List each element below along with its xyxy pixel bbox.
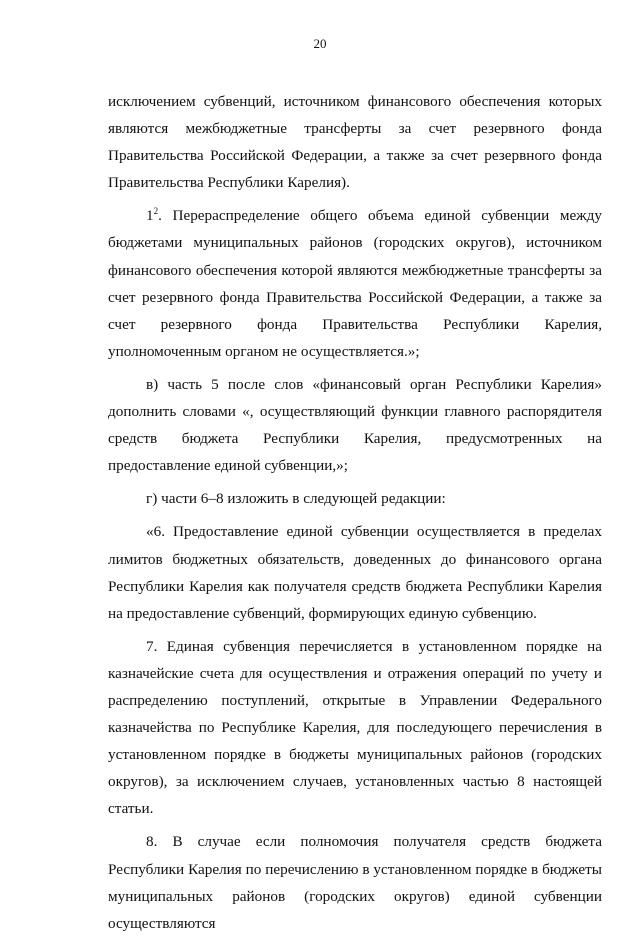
paragraph-7: 7. Единая субвенция перечисляется в установленном порядке на казначейские счета для осуществления и отражения операций по учету и распределению поступлений, открытые в Управлении Федерального казначейства по Республике Карелия, для последующего перечисления в установленном порядке в бюджеты муниципальных районов (городских округов), за исключением случаев, установленных частью 8 настоящей статьи. bbox=[108, 637, 602, 818]
paragraph-continuation: исключением субвенций, источником финансового обеспечения которых являются межбюджетные трансферты за счет резервного фонда Правительства Российской Федерации, а также за счет резервного фонда Правительства Республики Карелия). bbox=[108, 93, 602, 192]
paragraph-text: . Перераспределение общего объема единой субвенции между бюджетами муниципальных районов (городских округов), источником финансового обеспечения которой являются межбюджетные трансферты за счет резервного фонда Правительства Российской Федерации, а также за счет резервного фонда Правительства Республики Карелия, уполномоченным органом не осуществляется.»; bbox=[108, 207, 602, 360]
page-number: 20 bbox=[313, 36, 327, 51]
paragraph-6: «6. Предоставление единой субвенции осуществляется в пределах лимитов бюджетных обязательств, доведенных до финансового органа Республики Карелия как получателя средств бюджета Республики Карелия на предоставление субвенций, формирующих единую субвенцию. bbox=[108, 523, 602, 622]
paragraph-v: в) часть 5 после слов «финансовый орган Республики Карелия» дополнить словами «, осуществляющий функции главного распорядителя средств бюджета Республики Карелия, предусмотренных на предоставление единой субвенции,»; bbox=[108, 375, 602, 475]
document-body bbox=[108, 88, 602, 937]
paragraph-8: 8. В случае если полномочия получателя средств бюджета Республики Карелия по перечислению в установленном порядке в бюджеты муниципальных районов (городских округов) единой субвенции осуществляются bbox=[108, 833, 602, 932]
paragraph-number: 1 bbox=[146, 207, 154, 225]
paragraph-g: г) части 6–8 изложить в следующей редакции: bbox=[146, 490, 446, 508]
paragraph-1-2 bbox=[108, 202, 602, 365]
superscript: 2 bbox=[153, 206, 159, 217]
